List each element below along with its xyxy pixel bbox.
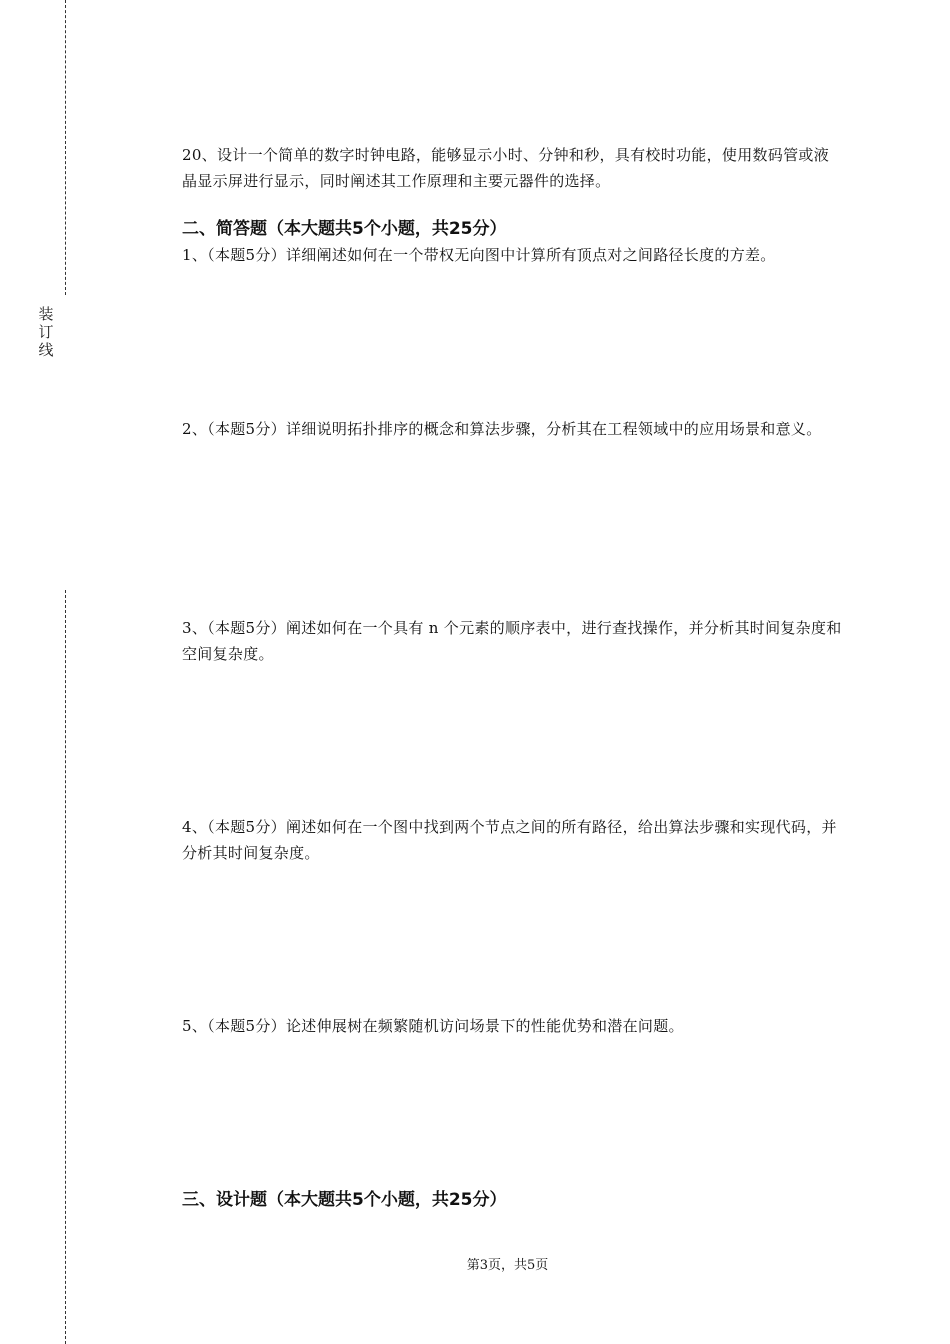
short-answer-question-4: 4、（本题5分）阐述如何在一个图中找到两个节点之间的所有路径，给出算法步骤和实现代码，并分析其时间复杂度。	[182, 818, 837, 862]
page-footer	[0, 1256, 950, 1276]
short-answer-question-3: 3、（本题5分）阐述如何在一个具有 n 个元素的顺序表中，进行查找操作，并分析其时间复杂度和空间复杂度。	[182, 619, 842, 663]
question-20-text: 20、设计一个简单的数字时钟电路，能够显示小时、分钟和秒，具有校时功能，使用数码管或液晶显示屏进行显示，同时阐述其工作原理和主要元器件的选择。	[182, 146, 829, 190]
binding-char: 装	[38, 305, 54, 323]
binding-char: 订	[38, 323, 54, 341]
page-number: 第3页，共5页	[466, 1258, 549, 1273]
binding-line-label	[37, 305, 55, 359]
section-2-heading: 二、简答题（本大题共5个小题，共25分）	[182, 219, 507, 239]
binding-char: 线	[38, 341, 54, 359]
section-3-heading: 三、设计题（本大题共5个小题，共25分）	[182, 1190, 507, 1210]
short-answer-question-2: 2、（本题5分）详细说明拓扑排序的概念和算法步骤，分析其在工程领域中的应用场景和意义。	[182, 420, 822, 438]
binding-dashed-line-top	[65, 0, 66, 295]
short-answer-question-5: 5、（本题5分）论述伸展树在频繁随机访问场景下的性能优势和潜在问题。	[182, 1017, 684, 1035]
short-answer-question-1: 1、（本题5分）详细阐述如何在一个带权无向图中计算所有顶点对之间路径长度的方差。	[182, 246, 776, 264]
binding-dashed-line-bottom	[65, 590, 66, 1344]
